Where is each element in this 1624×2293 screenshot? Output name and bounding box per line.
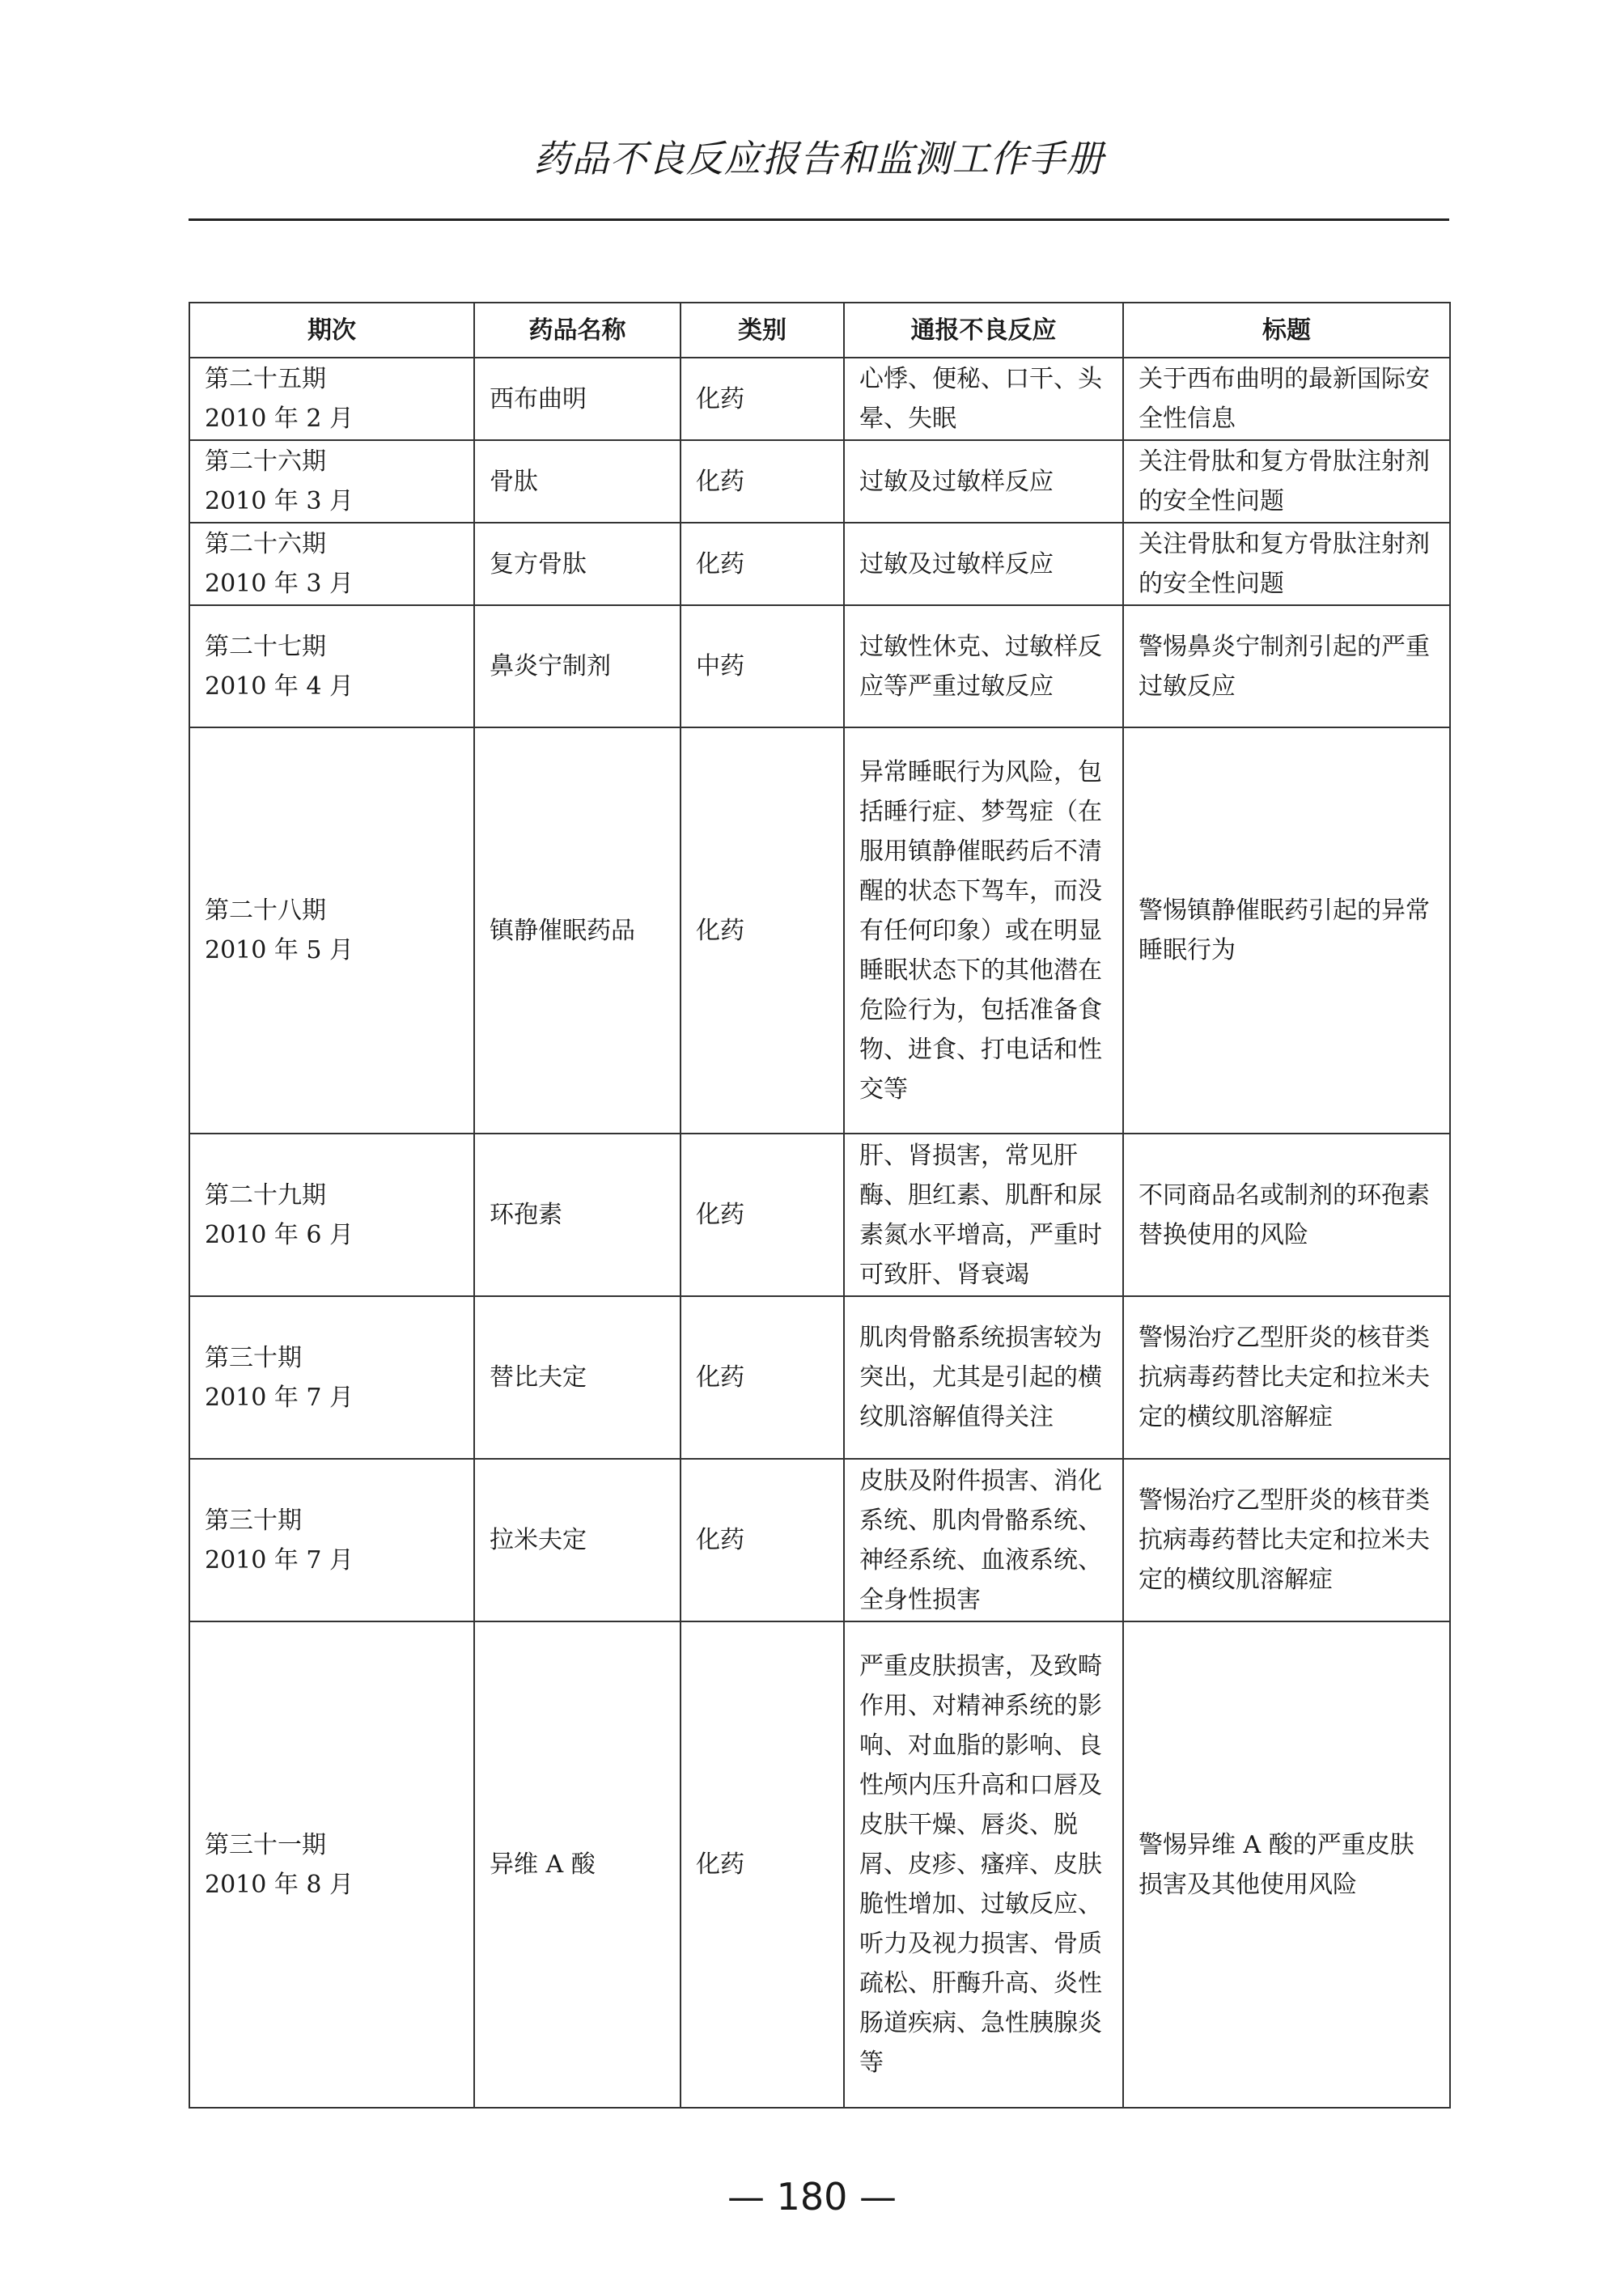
table-row [189, 727, 1450, 1134]
issue-cell [189, 1621, 474, 2108]
issue-cell [189, 440, 474, 523]
column-header-drug: 药品名称 [474, 303, 681, 358]
issue-date: 2010 年 7 月 [205, 1545, 354, 1575]
title-cell: 关于西布曲明的最新国际安全性信息 [1123, 358, 1450, 440]
drug-cell: 异维 A 酸 [474, 1621, 681, 2108]
table-row [189, 605, 1450, 727]
issue-cell [189, 1134, 474, 1296]
header-rule [189, 218, 1449, 221]
reaction-cell: 严重皮肤损害，及致畸作用、对精神系统的影响、对血脂的影响、良性颅内压升高和口唇及皮肤干燥、唇炎、脱屑、皮疹、瘙痒、皮肤脆性增加、过敏反应、听力及视力损害、骨质疏松、肝酶升高、炎性肠道疾病、急性胰腺炎等 [844, 1621, 1123, 2108]
drug-cell: 鼻炎宁制剂 [474, 605, 681, 727]
reaction-cell: 过敏及过敏样反应 [844, 523, 1123, 605]
issue-date: 2010 年 6 月 [205, 1220, 354, 1249]
drug-cell: 复方骨肽 [474, 523, 681, 605]
issue-date: 2010 年 7 月 [205, 1383, 354, 1412]
issue-label: 第二十六期 [205, 447, 326, 476]
issue-cell [189, 523, 474, 605]
issue-cell [189, 727, 474, 1134]
issue-cell [189, 358, 474, 440]
drug-cell: 镇静催眠药品 [474, 727, 681, 1134]
issue-label: 第二十九期 [205, 1180, 326, 1210]
title-cell: 警惕治疗乙型肝炎的核苷类抗病毒药替比夫定和拉米夫定的横纹肌溶解症 [1123, 1296, 1450, 1459]
category-cell: 化药 [681, 1621, 844, 2108]
reaction-cell: 心悸、便秘、口干、头晕、失眠 [844, 358, 1123, 440]
table-row [189, 358, 1450, 440]
reaction-cell: 肝、肾损害，常见肝酶、胆红素、肌酐和尿素氮水平增高，严重时可致肝、肾衰竭 [844, 1134, 1123, 1296]
category-cell: 化药 [681, 358, 844, 440]
drug-cell: 西布曲明 [474, 358, 681, 440]
page-number: — 180 — [727, 2175, 897, 2219]
title-cell: 警惕异维 A 酸的严重皮肤损害及其他使用风险 [1123, 1621, 1450, 2108]
table-row [189, 1459, 1450, 1621]
column-header-issue: 期次 [189, 303, 474, 358]
drug-cell: 拉米夫定 [474, 1459, 681, 1621]
issue-date: 2010 年 2 月 [205, 405, 354, 433]
issue-cell [189, 605, 474, 727]
category-cell: 化药 [681, 727, 844, 1134]
title-cell: 警惕鼻炎宁制剂引起的严重过敏反应 [1123, 605, 1450, 727]
column-header-category: 类别 [681, 303, 844, 358]
issue-date: 2010 年 4 月 [205, 672, 354, 701]
category-cell: 中药 [681, 605, 844, 727]
issue-date: 2010 年 3 月 [205, 570, 354, 598]
title-cell: 不同商品名或制剂的环孢素替换使用的风险 [1123, 1134, 1450, 1296]
page-header-title: 药品不良反应报告和监测工作手册 [533, 137, 1105, 180]
issue-label: 第三十一期 [205, 1830, 326, 1859]
category-cell: 化药 [681, 1459, 844, 1621]
column-header-title: 标题 [1123, 303, 1450, 358]
issue-date: 2010 年 3 月 [205, 487, 354, 515]
reaction-cell: 异常睡眠行为风险，包括睡行症、梦驾症（在服用镇静催眠药后不清醒的状态下驾车，而没有任何印象）或在明显睡眠状态下的其他潜在危险行为，包括准备食物、进食、打电话和性交等 [844, 727, 1123, 1134]
issue-cell [189, 1296, 474, 1459]
adr-report-table [189, 302, 1451, 2109]
reaction-cell: 过敏性休克、过敏样反应等严重过敏反应 [844, 605, 1123, 727]
drug-cell: 替比夫定 [474, 1296, 681, 1459]
issue-date: 2010 年 8 月 [205, 1870, 354, 1899]
issue-label: 第二十八期 [205, 896, 326, 925]
column-header-reaction: 通报不良反应 [844, 303, 1123, 358]
reaction-cell: 皮肤及附件损害、消化系统、肌肉骨骼系统、神经系统、血液系统、全身性损害 [844, 1459, 1123, 1621]
table-header-row [189, 303, 1450, 358]
reaction-cell: 肌肉骨骼系统损害较为突出，尤其是引起的横纹肌溶解值得关注 [844, 1296, 1123, 1459]
category-cell: 化药 [681, 440, 844, 523]
drug-cell: 骨肽 [474, 440, 681, 523]
table-row [189, 1134, 1450, 1296]
issue-label: 第二十七期 [205, 632, 326, 661]
table-row [189, 523, 1450, 605]
title-cell: 警惕镇静催眠药引起的异常睡眠行为 [1123, 727, 1450, 1134]
issue-label: 第三十期 [205, 1506, 302, 1535]
issue-label: 第二十五期 [205, 365, 326, 393]
issue-label: 第三十期 [205, 1343, 302, 1372]
category-cell: 化药 [681, 523, 844, 605]
issue-cell [189, 1459, 474, 1621]
table-row [189, 440, 1450, 523]
issue-date: 2010 年 5 月 [205, 936, 354, 964]
category-cell: 化药 [681, 1134, 844, 1296]
category-cell: 化药 [681, 1296, 844, 1459]
table-row [189, 1621, 1450, 2108]
issue-label: 第二十六期 [205, 530, 326, 558]
drug-cell: 环孢素 [474, 1134, 681, 1296]
title-cell: 关注骨肽和复方骨肽注射剂的安全性问题 [1123, 440, 1450, 523]
reaction-cell: 过敏及过敏样反应 [844, 440, 1123, 523]
title-cell: 警惕治疗乙型肝炎的核苷类抗病毒药替比夫定和拉米夫定的横纹肌溶解症 [1123, 1459, 1450, 1621]
table-row [189, 1296, 1450, 1459]
title-cell: 关注骨肽和复方骨肽注射剂的安全性问题 [1123, 523, 1450, 605]
